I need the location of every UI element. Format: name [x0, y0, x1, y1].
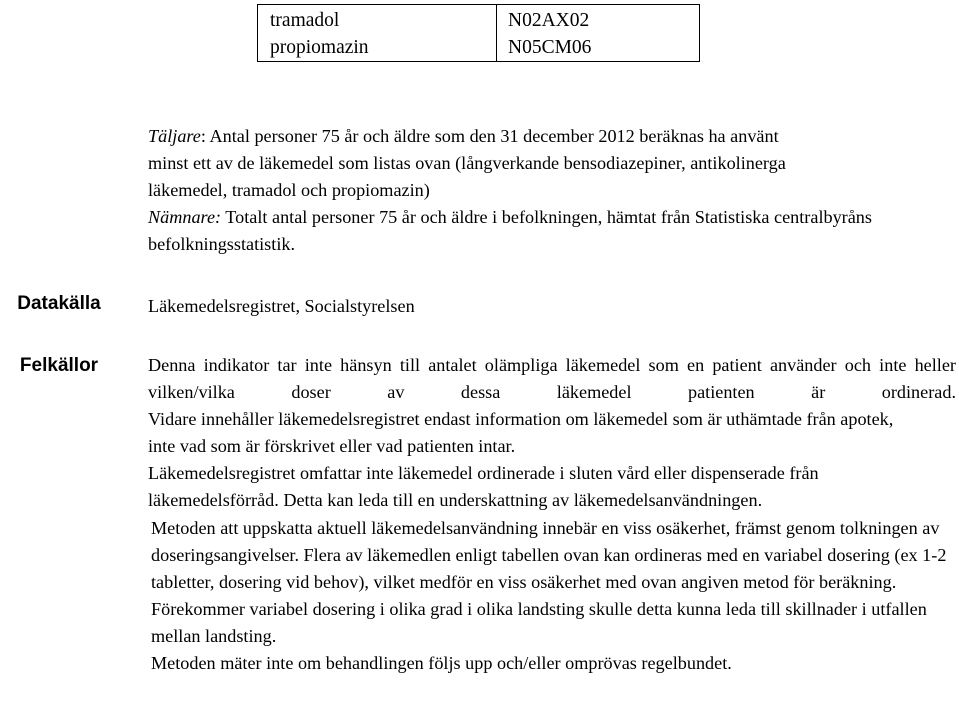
- atc-code-cell: N02AX02: [508, 10, 590, 31]
- error-sources-label: Felkällor: [19, 355, 99, 376]
- numerator-text: : Antal personer 75 år och äldre som den 31 december 2012 beräknas ha använt minst ett av de läkemedel som listas ovan (långverkande bensodiazepiner, antikolinerga läkemedel, tramadol och propiomazin): [148, 126, 786, 201]
- atc-code-cell: N05CM06: [508, 37, 592, 58]
- denominator-label: Nämnare:: [148, 207, 222, 228]
- error-paragraph: Vidare innehåller läkemedelsregistret endast information om läkemedel som är uthämtade från apotek, inte vad som är förskrivet eller vad patienten intar.: [148, 409, 894, 457]
- drug-name-cell: tramadol: [270, 10, 340, 31]
- data-source-text: Läkemedelsregistret, Socialstyrelsen: [148, 296, 415, 316]
- table-column-divider: [496, 5, 497, 61]
- numerator-paragraph: [148, 123, 810, 204]
- indicator-definition: [148, 123, 956, 258]
- numerator-label: Täljare: [148, 126, 201, 146]
- data-source-label: Datakälla: [17, 293, 101, 314]
- error-paragraph: Denna indikator tar inte hänsyn till antalet olämpliga läkemedel som en patient använder och inte heller vilken/vilka doser av dessa läkemedel patienten är ordinerad.: [148, 355, 956, 403]
- denominator-text: Totalt antal personer 75 år och äldre i befolkningen, hämtat från Statistiska centralbyråns befolkningsstatistik.: [148, 207, 872, 255]
- drug-code-table: [257, 4, 700, 62]
- drug-name-cell: propiomazin: [270, 37, 369, 58]
- denominator-paragraph: [148, 204, 948, 258]
- error-paragraph: Metoden att uppskatta aktuell läkemedelsanvändning innebär en viss osäkerhet, främst genom tolkningen av doseringsangivelser. Flera av läkemedlen enligt tabellen ovan kan ordineras med en variabel dosering (ex 1-2 tabletter, dosering vid behov), vilket medför en viss osäkerhet med ovan angiven metod för beräkning. Förekommer variabel dosering i olika grad i olika landsting skulle detta kunna leda till skillnader i utfallen mellan landsting.: [151, 517, 947, 646]
- error-paragraph: Läkemedelsregistret omfattar inte läkemedel ordinerade i sluten vård eller dispenserade från läkemedelsförråd. Detta kan leda till en underskattning av läkemedelsanvändningen.: [148, 463, 819, 511]
- error-paragraph: Metoden mäter inte om behandlingen följs upp och/eller omprövas regelbundet.: [151, 653, 732, 674]
- error-sources: [148, 352, 956, 677]
